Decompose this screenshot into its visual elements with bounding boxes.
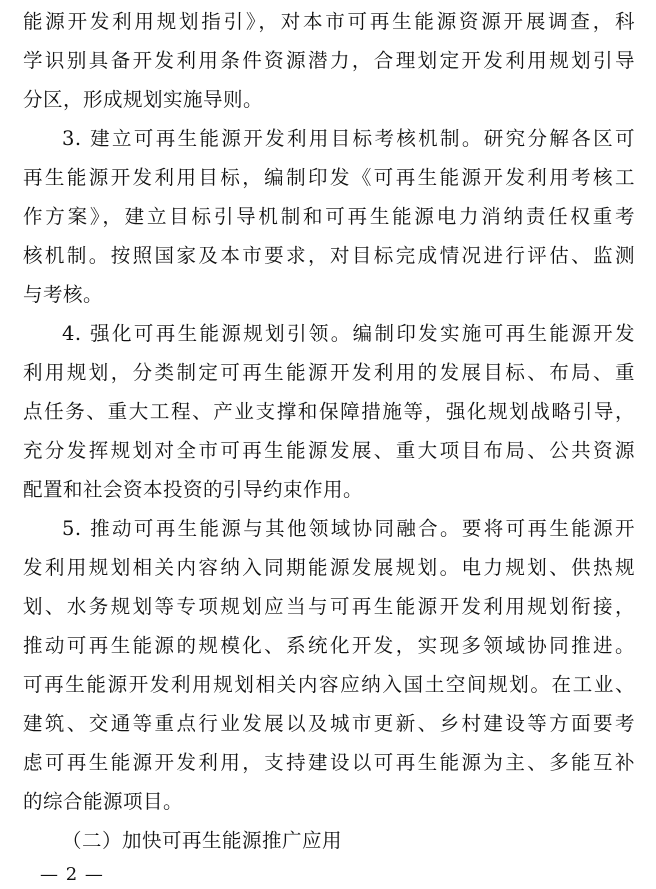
paragraph-line: 配置和社会资本投资的引导约束作用。	[23, 478, 364, 501]
paragraph-line: 建筑、交通等重点行业发展以及城市更新、乡村建设等方面要考	[23, 712, 635, 735]
paragraph-line: 虑可再生能源开发利用，支持建设以可再生能源为主、多能互补	[23, 751, 635, 774]
paragraph-line: 充分发挥规划对全市可再生能源发展、重大项目布局、公共资源	[23, 439, 635, 462]
paragraph-line: 划、水务规划等专项规划应当与可再生能源开发利用规划衔接，	[23, 595, 635, 618]
paragraph-line: 学识别具备开发利用条件资源潜力，合理划定开发利用规划引导	[23, 49, 635, 72]
paragraph-line: 能源开发利用规划指引》，对本市可再生能源资源开展调查，科	[23, 10, 635, 33]
paragraph-line: 利用规划，分类制定可再生能源开发利用的发展目标、布局、重	[23, 361, 635, 384]
paragraph-line: 点任务、重大工程、产业支撑和保障措施等，强化规划战略引导，	[23, 400, 635, 423]
paragraph-line: 核机制。按照国家及本市要求，对目标完成情况进行评估、监测	[23, 244, 635, 267]
paragraph-line: 3. 建立可再生能源开发利用目标考核机制。研究分解各区可	[62, 127, 635, 150]
paragraph-line: 发利用规划相关内容纳入同期能源发展规划。电力规划、供热规	[23, 556, 635, 579]
paragraph-line: 的综合能源项目。	[23, 790, 184, 813]
paragraph-line: 与考核。	[23, 283, 104, 306]
paragraph-line: 5. 推动可再生能源与其他领域协同融合。要将可再生能源开	[62, 517, 635, 540]
paragraph-line: 分区，形成规划实施导则。	[23, 88, 264, 111]
paragraph-line: 可再生能源开发利用规划相关内容应纳入国土空间规划。在工业、	[23, 673, 635, 696]
paragraph-line: 推动可再生能源的规模化、系统化开发，实现多领域协同推进。	[23, 634, 635, 657]
paragraph-line: 作方案》，建立目标引导机制和可再生能源电力消纳责任权重考	[23, 205, 635, 228]
paragraph-line: 再生能源开发利用目标，编制印发《可再生能源开发利用考核工	[23, 166, 635, 189]
page-number: — 2 —	[40, 864, 104, 885]
section-heading: （二）加快可再生能源推广应用	[62, 829, 343, 852]
paragraph-line: 4. 强化可再生能源规划引领。编制印发实施可再生能源开发	[62, 322, 635, 345]
